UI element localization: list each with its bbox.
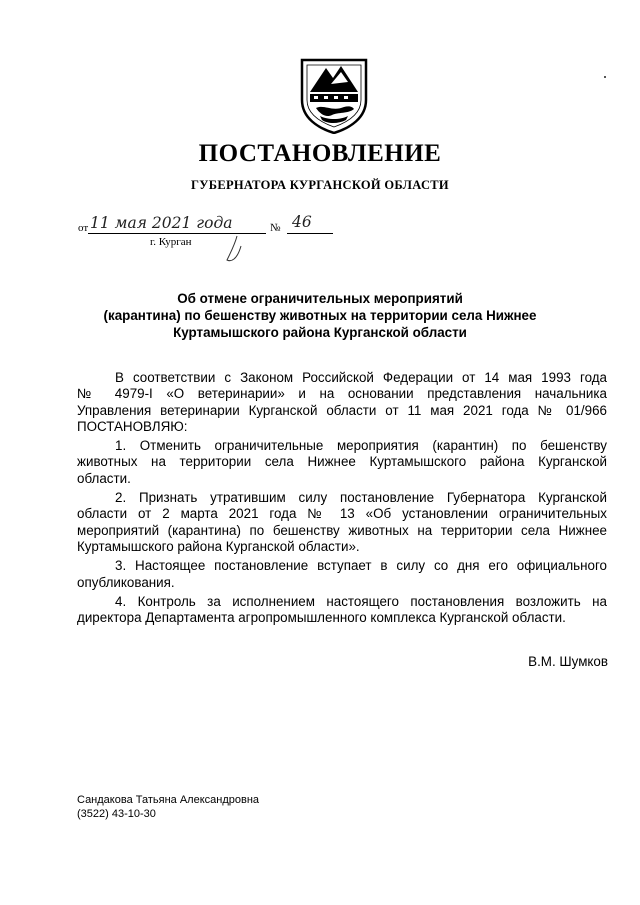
document-subtitle: ГУБЕРНАТОРА КУРГАНСКОЙ ОБЛАСТИ [191,178,449,192]
body-line: директора Департамента агропромышленного комплекса Курганской области. [77,610,566,626]
handwritten-stroke [215,234,251,264]
order-heading-line: (карантина) по бешенству животных на территории села Нижнее [103,308,537,323]
scan-dot [604,76,606,78]
signatory-name: В.М. Шумков [528,654,608,669]
item-4-paragraph [77,594,607,627]
number-underline [287,233,333,234]
body-line: опубликования. [77,574,175,590]
executor-name: Сандакова Татьяна Александровна [77,794,260,806]
executor-phone: (3522) 43-10-30 [77,808,156,820]
body-line: Куртамышского района Курганской области». [77,538,360,554]
item-2-paragraph [77,490,607,555]
body-line: 4. Контроль за исполнением настоящего постановления возложить на [115,593,607,609]
body-line: животных на территории села Нижнее Куртамышского района Курганской [77,454,607,470]
order-heading-line: Об отмене ограничительных мероприятий [177,291,463,306]
number-sign: № [270,222,281,234]
body-line: области. [77,470,131,486]
order-body [77,370,607,626]
executor-info [77,793,259,821]
body-line: № 4979-I «О ветеринарии» и на основании представления начальника [77,386,607,402]
order-heading [0,290,640,341]
body-line: ПОСТАНОВЛЯЮ: [77,418,188,434]
coat-of-arms-emblem [298,54,370,134]
order-heading-line: Куртамышского района Курганской области [173,325,467,340]
body-line: мероприятий (карантина) по бешенству животных на территории села Нижнее [77,522,607,538]
body-line: 2. Признать утратившим силу постановление Губернатора Курганской [115,490,607,506]
city-label: г. Курган [150,236,192,248]
body-line: области от 2 марта 2021 года № 13 «Об установлении ограничительных [77,506,607,522]
body-line: В соответствии с Законом Российской Федерации от 14 мая 1993 года [115,370,607,385]
document-title: ПОСТАНОВЛЕНИЕ [198,140,442,167]
body-line: 1. Отменить ограничительные мероприятия (карантин) по бешенству [115,438,607,454]
body-line: 3. Настоящее постановление вступает в силу со дня его официального [115,558,607,574]
item-3-paragraph [77,558,607,591]
item-1-paragraph [77,438,607,487]
intro-paragraph [77,370,607,435]
handwritten-number: 46 [292,213,312,231]
body-line: Управления ветеринарии Курганской области от 11 мая 2021 года № 01/966 [77,402,607,418]
handwritten-date: 11 мая 2021 года [90,214,233,232]
date-prefix: от [78,222,89,234]
